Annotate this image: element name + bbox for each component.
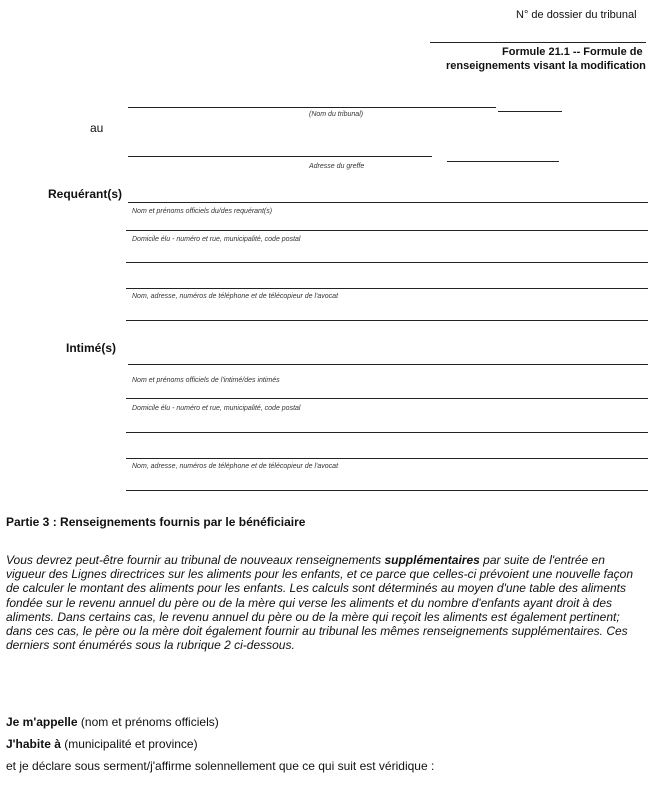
name-statement-rest: (nom et prénoms officiels) xyxy=(77,715,219,729)
para-text-start: Vous devrez peut-être fournir au tribunal de nouveaux renseignements xyxy=(6,553,385,567)
respondent-name-caption: Nom et prénoms officiels de l'intimé/des intimés xyxy=(132,377,280,384)
residence-statement xyxy=(6,737,198,751)
court-name-caption: (Nom du tribunal) xyxy=(309,111,364,118)
part3-heading: Partie 3 : Renseignements fournis par le bénéficiaire xyxy=(6,515,306,529)
name-statement-bold: Je m'appelle xyxy=(6,715,78,729)
respondent-address-caption: Domicile élu - numéro et rue, municipalité, code postal xyxy=(132,405,301,412)
applicant-address-caption: Domicile élu - numéro et rue, municipalité, code postal xyxy=(132,236,301,243)
court-name-field-extension[interactable] xyxy=(498,111,562,112)
respondent-lawyer-field[interactable] xyxy=(126,458,648,459)
part3-instructions xyxy=(6,553,646,652)
applicant-lawyer-field[interactable] xyxy=(126,288,648,289)
court-file-number-field[interactable] xyxy=(430,42,646,43)
form-title-line1: Formule 21.1 -- Formule de xyxy=(502,46,643,58)
court-name-field[interactable] xyxy=(128,107,496,108)
applicant-label: Requérant(s) xyxy=(48,187,123,201)
respondent-lawyer-caption: Nom, adresse, numéros de téléphone et de télécopieur de l'avocat xyxy=(132,463,339,470)
applicant-address-field[interactable] xyxy=(126,230,648,231)
applicant-name-caption: Nom et prénoms officiels du/des requérant(s) xyxy=(132,208,273,215)
applicant-name-field[interactable] xyxy=(128,202,648,203)
court-address-field[interactable] xyxy=(128,156,432,157)
applicant-lawyer-field-line2[interactable] xyxy=(126,320,648,321)
respondent-label: Intimé(s) xyxy=(66,341,117,355)
court-file-number-label: N° de dossier du tribunal xyxy=(516,9,637,21)
residence-statement-rest: (municipalité et province) xyxy=(60,737,198,751)
para-text-end: par suite de l'entrée en vigueur des Lignes directrices sur les aliments pour les enfants, et ce parce que celles-ci prévoient une nouvelle façon de calculer le montant des aliments pour les enfants. Les calculs sont déterminés au moyen d'une table des aliments fondée sur le revenu annuel du père ou de la mère qui verse les aliments et du nombre d'enfants ayant droit à des aliments. Dans certains cas, le revenu annuel du père ou de la mère qui reçoit les aliments est également pertinent; dans ces cas, le père ou la mère doit également fournir au tribunal les mêmes renseignements supplémentaires. Ces derniers sont énumérés sous la rubrique 2 ci-dessous. xyxy=(6,553,634,653)
respondent-address-field[interactable] xyxy=(126,398,648,399)
court-address-caption: Adresse du greffe xyxy=(309,163,365,170)
respondent-address-field-line2[interactable] xyxy=(126,432,648,433)
oath-statement: et je déclare sous serment/j'affirme solennellement que ce qui suit est véridique : xyxy=(6,759,435,773)
respondent-name-field[interactable] xyxy=(128,364,648,365)
respondent-lawyer-field-line2[interactable] xyxy=(126,490,648,491)
name-statement xyxy=(6,715,219,729)
court-address-field-extension[interactable] xyxy=(447,161,559,162)
applicant-lawyer-caption: Nom, adresse, numéros de téléphone et de télécopieur de l'avocat xyxy=(132,293,339,300)
residence-statement-bold: J'habite à xyxy=(6,737,61,751)
para-emphasis: supplémentaires xyxy=(384,553,480,567)
applicant-address-field-line2[interactable] xyxy=(126,262,648,263)
form-title-line2: renseignements visant la modification xyxy=(446,60,646,72)
au-label: au xyxy=(90,121,104,135)
